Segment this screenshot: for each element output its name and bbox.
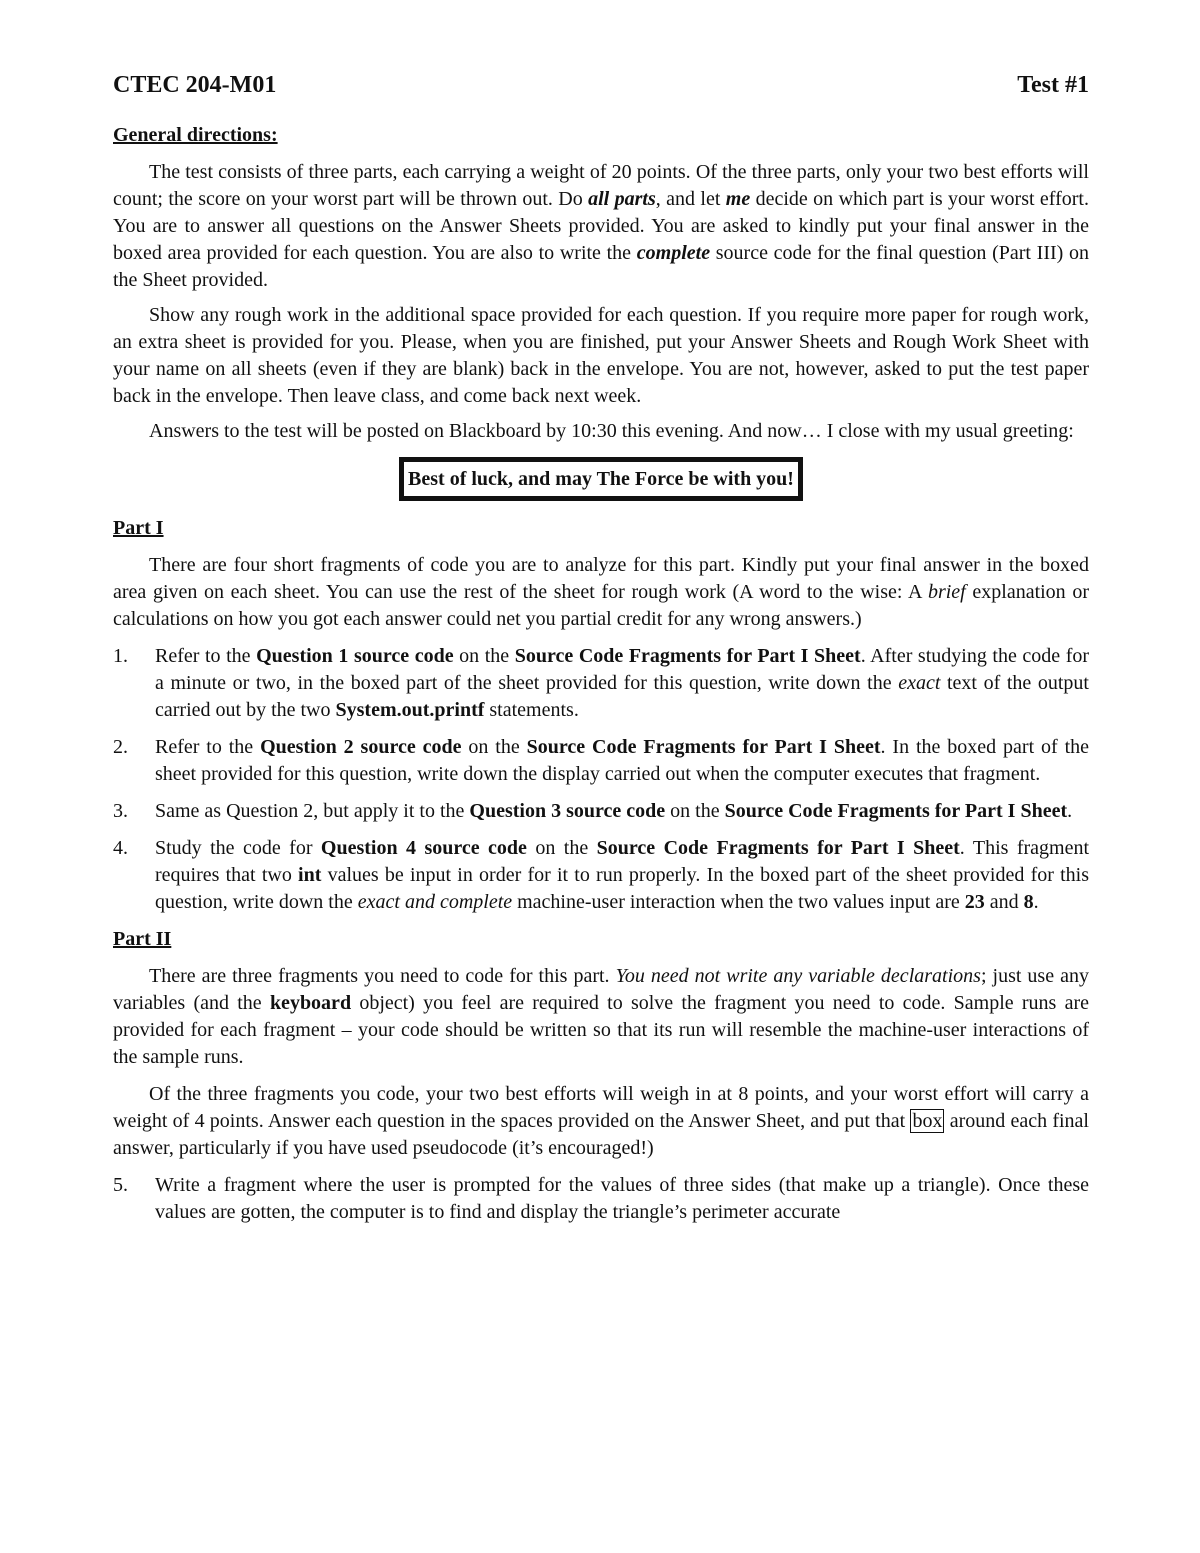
question-5 bbox=[113, 1172, 1089, 1226]
question-number: 4. bbox=[113, 837, 128, 859]
part-1-questions bbox=[113, 643, 1089, 916]
general-paragraph-3: Answers to the test will be posted on Blackboard by 10:30 this evening. And now… I close with my usual greeting: bbox=[149, 420, 1074, 442]
part-2-paragraph-1: There are three fragments you need to code for this part. You need not write any variable declarations; just use any variables (and the keyboard object) you feel are required to solve the fragment you need to code. Sample runs are provided for each fragment – your code should be written so that its run will resemble the machine-user interactions of the sample runs. bbox=[113, 965, 1089, 1068]
question-1 bbox=[113, 643, 1089, 724]
question-number: 1. bbox=[113, 645, 128, 667]
part-2-heading: Part II bbox=[113, 928, 172, 950]
question-3 bbox=[113, 798, 1089, 825]
boxed-word: box bbox=[912, 1110, 943, 1132]
question-text: Same as Question 2, but apply it to the Question 3 source code on the Source Code Fragments for Part I Sheet. bbox=[155, 800, 1073, 822]
question-text: Study the code for Question 4 source code on the Source Code Fragments for Part I Sheet. This fragment requires that two int values be input in order for it to run properly. In the boxed part of the sheet provided for this question, write down the exact and complete machine-user interaction when the two values input are 23 and 8. bbox=[155, 837, 1090, 913]
part-2-paragraph-2: Of the three fragments you code, your two best efforts will weigh in at 8 points, and your worst effort will carry a weight of 4 points. Answer each question in the spaces provided on the Answer Sheet, and put that box around each final answer, particularly if you have used pseudocode (it’s encouraged!) bbox=[113, 1083, 1089, 1159]
question-number: 2. bbox=[113, 736, 128, 758]
test-page bbox=[113, 68, 1089, 1236]
page-header bbox=[113, 68, 1089, 102]
question-number: 3. bbox=[113, 800, 128, 822]
test-number: Test #1 bbox=[1017, 72, 1089, 98]
part-1-heading: Part I bbox=[113, 517, 164, 539]
course-code: CTEC 204-M01 bbox=[113, 72, 277, 98]
general-paragraph-1: The test consists of three parts, each carrying a weight of 20 points. Of the three parts, only your two best efforts will count; the score on your worst part will be thrown out. Do all parts, and let me decide on which part is your worst effort. You are to answer all questions on the Answer Sheets provided. You are asked to kindly put your final answer in the boxed area provided for each question. You are also to write the complete source code for the final question (Part III) on the Sheet provided. bbox=[113, 161, 1089, 291]
general-directions-heading: General directions: bbox=[113, 124, 278, 146]
part-2-questions bbox=[113, 1172, 1089, 1226]
question-2 bbox=[113, 734, 1089, 788]
question-text: Refer to the Question 1 source code on the Source Code Fragments for Part I Sheet. After studying the code for a minute or two, in the boxed part of the sheet provided for this question, write down the exact text of the output carried out by the two System.out.printf statements. bbox=[155, 645, 1090, 721]
part-1-intro: There are four short fragments of code you are to analyze for this part. Kindly put your final answer in the boxed area given on each sheet. You can use the rest of the sheet for rough work (A word to the wise: A brief explanation or calculations on how you got each answer could net you partial credit for any wrong answers.) bbox=[113, 554, 1089, 630]
greeting-banner-wrap bbox=[113, 457, 1089, 501]
question-text: Refer to the Question 2 source code on the Source Code Fragments for Part I Sheet. In the boxed part of the sheet provided for this question, write down the display carried out when the computer executes that fragment. bbox=[155, 736, 1090, 785]
general-paragraph-2: Show any rough work in the additional space provided for each question. If you require more paper for rough work, an extra sheet is provided for you. Please, when you are finished, put your Answer Sheets and Rough Work Sheet with your name on all sheets (even if they are blank) back in the envelope. You are not, however, asked to put the test paper back in the envelope. Then leave class, and come back next week. bbox=[113, 304, 1089, 407]
question-text: Write a fragment where the user is prompted for the values of three sides (that make up a triangle). Once these values are gotten, the computer is to find and display the triangle’s perimeter accurate bbox=[155, 1174, 1089, 1223]
question-number: 5. bbox=[113, 1174, 128, 1196]
greeting-banner: Best of luck, and may The Force be with you! bbox=[399, 457, 803, 501]
question-4 bbox=[113, 835, 1089, 916]
